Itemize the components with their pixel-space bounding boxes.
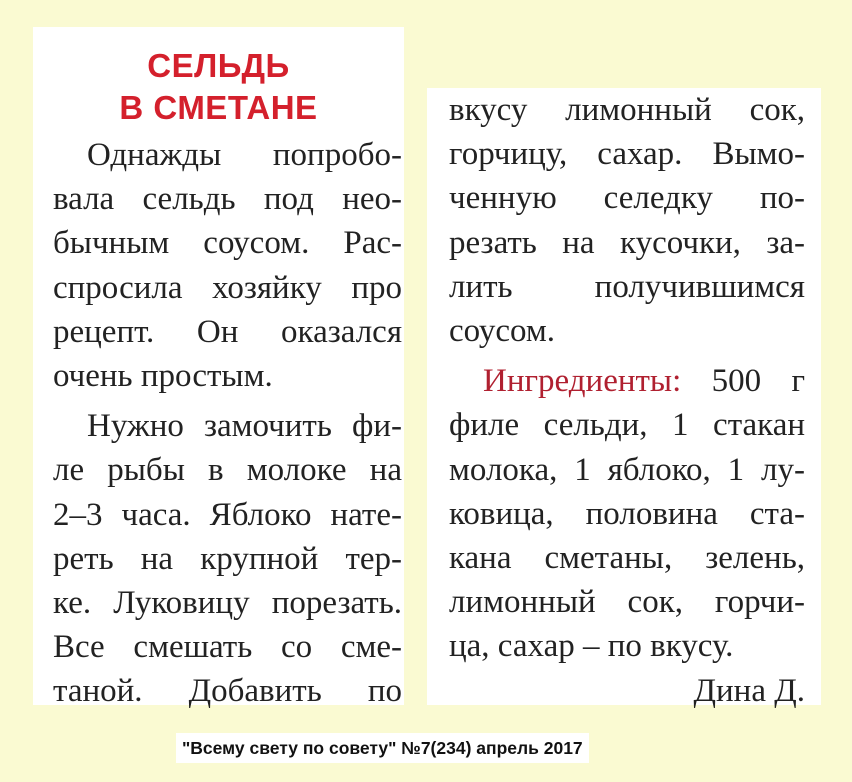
text-line: вкусу лимонный сок, [449, 92, 805, 128]
text-line: кана сметаны, зелень, [449, 540, 805, 577]
paragraph-ingredients [427, 359, 821, 668]
text-line: ченную селедку по- [449, 180, 805, 217]
text-line: ца, сахар – по вкусу. [449, 628, 734, 665]
text-line: горчицу, сахар. Вымо- [449, 136, 805, 173]
text-line: Все смешать со сме- [53, 629, 402, 666]
left-column [33, 27, 404, 710]
text-line: 2–3 часа. Яблоко нате- [53, 496, 402, 533]
text-line: лимонный сок, горчи- [449, 584, 805, 621]
text-line: молока, 1 яблоко, 1 лу- [449, 451, 805, 488]
ingredients-first-rest: 500 г [681, 363, 805, 400]
text-line: Однажды попробо- [87, 137, 402, 173]
ingredients-label: Ингредиенты: [483, 363, 682, 400]
article-title [33, 45, 404, 129]
text-line: соусом. [449, 313, 556, 350]
text-line: ле рыбы в молоке на [53, 452, 402, 489]
text-line: спросила хозяйку про [53, 269, 402, 306]
text-line: ке. Луковицу порезать. [53, 585, 402, 622]
author-signature: Дина Д. [693, 672, 805, 709]
text-line: резать на кусочки, за- [449, 224, 805, 261]
text-line: вала сельдь под нео- [53, 181, 402, 218]
paragraph-method-continued [427, 88, 821, 353]
text-line: филе сельди, 1 стакан [449, 407, 805, 444]
text-line: ковица, половина ста- [449, 495, 805, 532]
text-line: рецепт. Он оказался [53, 313, 402, 350]
text-line: лить получившимся [449, 268, 805, 305]
source-caption: "Всему свету по совету" №7(234) апрель 2017 [176, 733, 589, 763]
title-line-2: В СМЕТАНЕ [119, 89, 318, 126]
text-line: Нужно замочить фи- [87, 408, 402, 445]
text-line: таной. Добавить по [53, 673, 402, 710]
text-line: бычным соусом. Рас- [53, 225, 402, 262]
text-line: очень простым. [53, 358, 273, 395]
title-line-1: СЕЛЬДЬ [147, 47, 290, 84]
text-line: реть на крупной тер- [53, 540, 402, 577]
right-column [427, 88, 821, 709]
paragraph-intro [33, 133, 404, 398]
ingredients-first-line [427, 359, 821, 403]
paragraph-method [33, 404, 404, 713]
